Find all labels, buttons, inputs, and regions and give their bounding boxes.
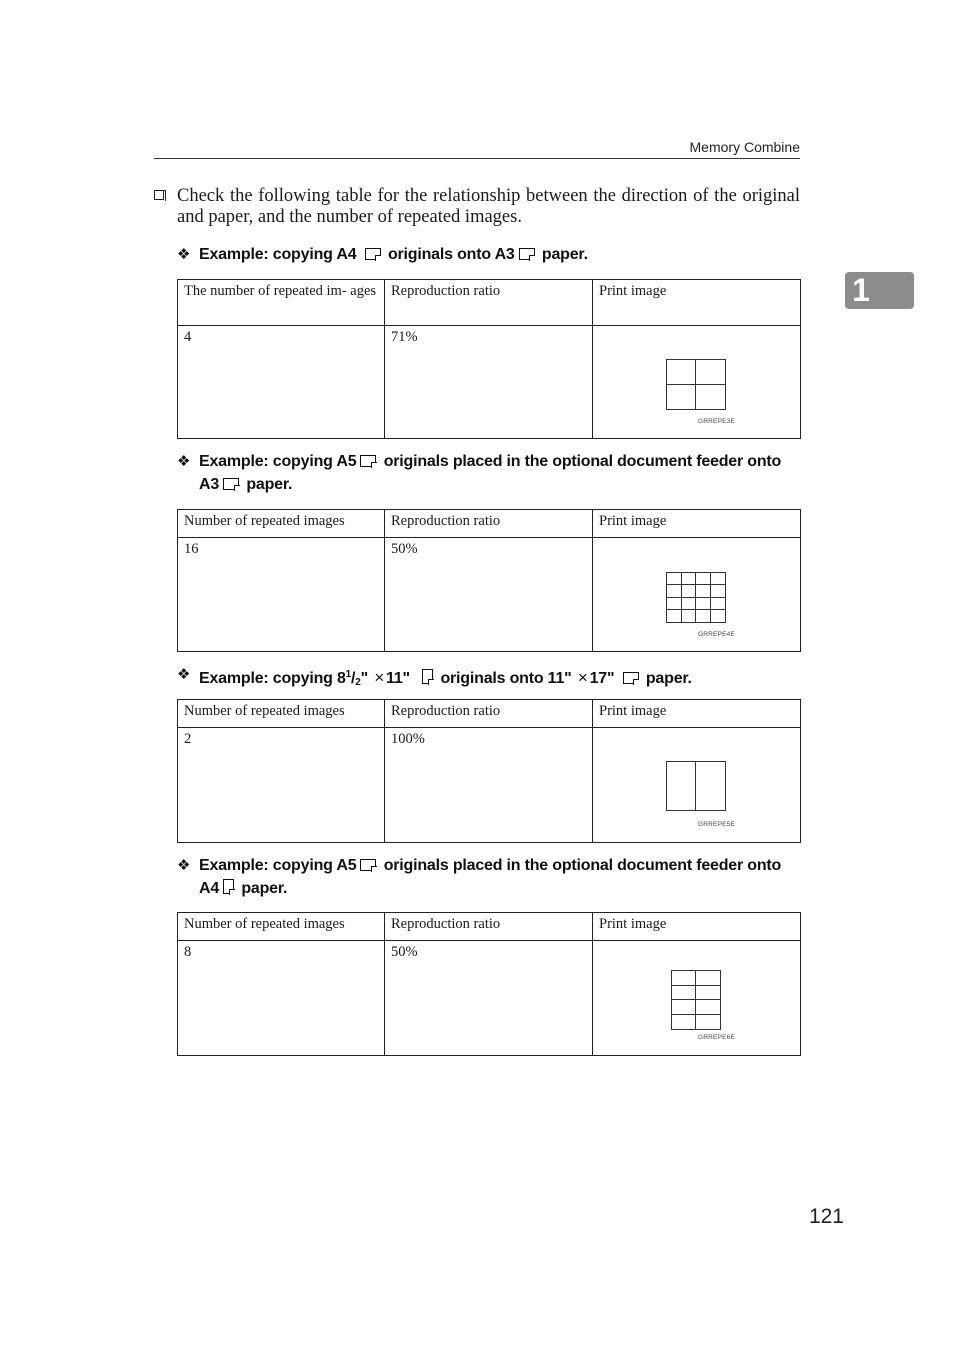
reproduction-ratio: 100%	[385, 728, 593, 843]
chapter-tab	[845, 272, 914, 309]
note-text: Check the following table for the relationship between the direction of the original and paper, and the number of repeated images.	[177, 186, 800, 227]
figure-code: GRREPE5E	[698, 821, 736, 828]
print-layout-diagram	[666, 572, 726, 623]
reproduction-ratio: 71%	[385, 326, 593, 439]
repeat-table-4	[177, 912, 801, 1056]
running-header: Memory Combine	[689, 139, 800, 155]
table-row	[178, 941, 801, 1056]
landscape-orientation-icon	[360, 455, 376, 467]
column-header: Print image	[593, 913, 801, 941]
print-image	[593, 728, 801, 843]
table-header-row	[178, 280, 801, 326]
reproduction-ratio: 50%	[385, 941, 593, 1056]
reproduction-ratio: 50%	[385, 538, 593, 652]
diamond-bullet-icon: ❖	[177, 246, 191, 263]
table-header-row	[178, 510, 801, 538]
diamond-bullet-icon: ❖	[177, 666, 191, 683]
diamond-bullet-icon: ❖	[177, 857, 191, 874]
column-header: Reproduction ratio	[385, 280, 593, 326]
example-heading-1: ❖ Example: copying A4 originals onto A3 paper.	[177, 243, 802, 266]
landscape-orientation-icon	[223, 478, 239, 490]
chapter-number: 1	[852, 272, 870, 308]
column-header: Number of repeated images	[178, 510, 385, 538]
repeat-count: 16	[178, 538, 385, 652]
example-heading-2: ❖ Example: copying A5 originals placed in the optional document feeder onto A3 paper.	[177, 450, 802, 496]
table-row	[178, 538, 801, 652]
print-image	[593, 538, 801, 652]
column-header: Print image	[593, 510, 801, 538]
repeat-table-1	[177, 279, 801, 439]
print-image	[593, 941, 801, 1056]
example-heading-4: ❖ Example: copying A5 originals placed in the optional document feeder onto A4 paper.	[177, 854, 802, 900]
print-image	[593, 326, 801, 439]
column-header: Reproduction ratio	[385, 913, 593, 941]
repeat-table-2	[177, 509, 801, 652]
column-header: Number of repeated images	[178, 700, 385, 728]
column-header: Print image	[593, 280, 801, 326]
print-layout-diagram	[671, 970, 721, 1030]
table-row	[178, 728, 801, 843]
table-row	[178, 326, 801, 439]
landscape-orientation-icon	[365, 248, 381, 260]
portrait-orientation-icon	[422, 669, 433, 684]
repeat-count: 4	[178, 326, 385, 439]
landscape-orientation-icon	[360, 859, 376, 871]
print-layout-diagram	[666, 761, 726, 811]
column-header: Reproduction ratio	[385, 510, 593, 538]
repeat-count: 2	[178, 728, 385, 843]
repeat-table-3	[177, 699, 801, 843]
repeat-count: 8	[178, 941, 385, 1056]
column-header: Number of repeated images	[178, 913, 385, 941]
example-heading-3: ❖ Example: copying $8^1/2$" × 11" originals onto 11" × 17" paper.	[177, 663, 802, 694]
table-header-row	[178, 700, 801, 728]
table-header-row	[178, 913, 801, 941]
landscape-orientation-icon	[519, 248, 535, 260]
column-header: Reproduction ratio	[385, 700, 593, 728]
print-layout-diagram	[666, 359, 726, 410]
checkbox-icon	[154, 190, 164, 200]
column-header: Print image	[593, 700, 801, 728]
figure-code: GRREPE3E	[698, 418, 736, 425]
figure-code: GRREPE6E	[698, 1034, 736, 1041]
page-number: 121	[808, 1205, 844, 1228]
column-header: The number of repeated im- ages	[178, 280, 385, 326]
header-rule	[154, 158, 800, 159]
diamond-bullet-icon: ❖	[177, 453, 191, 470]
landscape-orientation-icon	[623, 672, 639, 684]
note-paragraph	[154, 186, 800, 228]
figure-code: GRREPE4E	[698, 631, 736, 638]
portrait-orientation-icon	[223, 879, 234, 894]
